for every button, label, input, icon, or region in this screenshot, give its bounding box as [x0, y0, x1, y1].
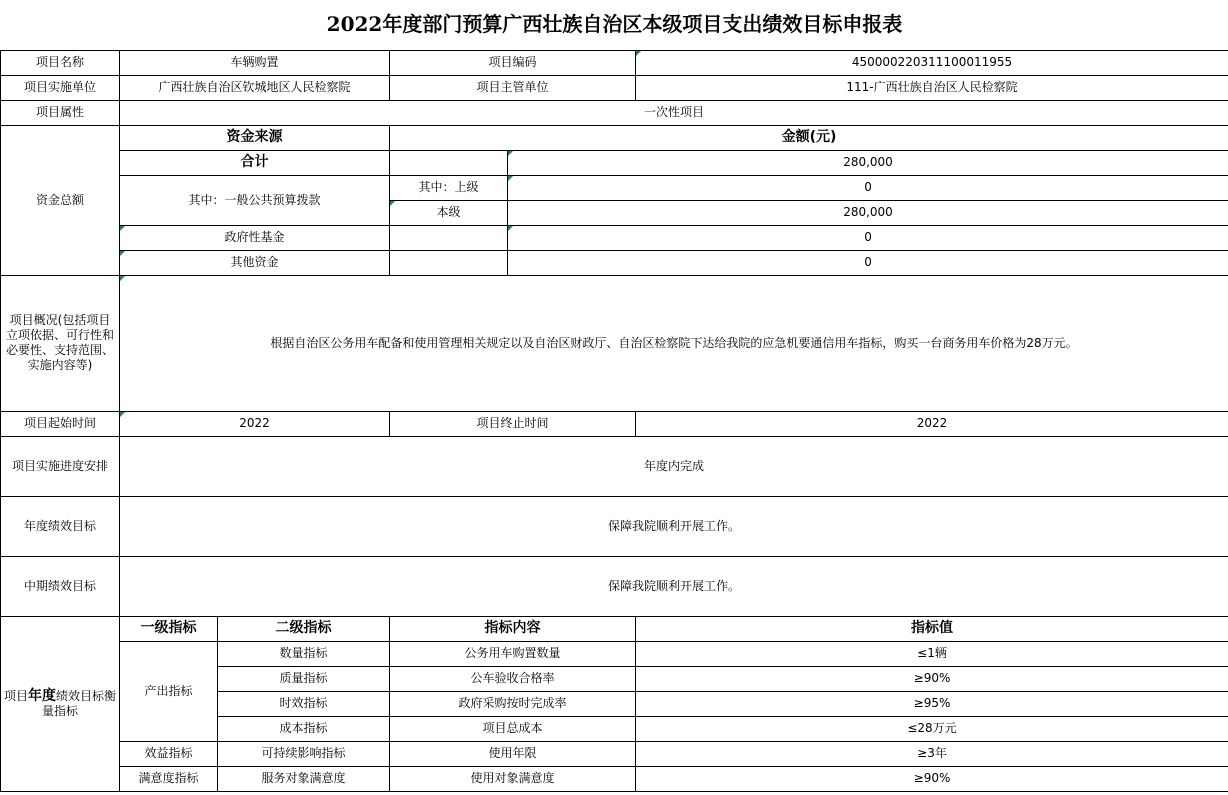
- table-row: [1, 766, 1228, 791]
- label-of-which-upper: 其中：上级: [390, 175, 508, 200]
- start-year-value: 2022: [120, 411, 390, 436]
- indicator-content: 使用对象满意度: [390, 766, 636, 791]
- indicator-value: ≤1辆: [636, 641, 1228, 666]
- indicator-content: 公务用车购置数量: [390, 641, 636, 666]
- label-indicators: [1, 616, 120, 791]
- indicator-value: ≥90%: [636, 766, 1228, 791]
- table-row: [1, 741, 1228, 766]
- end-year-value: 2022: [636, 411, 1228, 436]
- impl-unit-value: 广西壮族自治区钦城地区人民检察院: [120, 75, 390, 100]
- label-sum: 合计: [120, 150, 390, 175]
- label-start-time: 项目起始时间: [1, 411, 120, 436]
- gov-fund-blank: [390, 225, 508, 250]
- sum-blank: [390, 150, 508, 175]
- label-attribute: 项目属性: [1, 100, 120, 125]
- indicators-label-part-b: 年度: [28, 687, 56, 704]
- label-schedule: 项目实施进度安排: [1, 436, 120, 496]
- label-other-fund: 其他资金: [120, 250, 390, 275]
- indicator-value: ≥90%: [636, 666, 1228, 691]
- overview-text: 根据自治区公务用车配备和使用管理相关规定以及自治区财政厅、自治区检察院下达给我院的应急机要通信用车指标，购买一台商务用车价格为28万元。: [120, 275, 1228, 411]
- indicators-header-value: 指标值: [636, 616, 1228, 641]
- indicator-content: 政府采购按时完成率: [390, 691, 636, 716]
- label-end-time: 项目终止时间: [390, 411, 636, 436]
- header-fund-source: 资金来源: [120, 125, 390, 150]
- indicator-value: ≥95%: [636, 691, 1228, 716]
- group-satisfaction: 满意度指标: [120, 766, 218, 791]
- indicator-level2: 成本指标: [218, 716, 390, 741]
- indicators-header-level1: 一级指标: [120, 616, 218, 641]
- label-annual-goal: 年度绩效目标: [1, 496, 120, 556]
- this-level-value: 280,000: [508, 200, 1228, 225]
- indicator-value: ≤28万元: [636, 716, 1228, 741]
- indicator-level2: 服务对象满意度: [218, 766, 390, 791]
- label-funds-total: 资金总额: [1, 125, 120, 275]
- label-supervisor-unit: 项目主管单位: [390, 75, 636, 100]
- attribute-value: 一次性项目: [120, 100, 1228, 125]
- schedule-value: 年度内完成: [120, 436, 1228, 496]
- indicator-level2: 数量指标: [218, 641, 390, 666]
- label-impl-unit: 项目实施单位: [1, 75, 120, 100]
- upper-value: 0: [508, 175, 1228, 200]
- label-project-name: 项目名称: [1, 50, 120, 75]
- label-this-level: 本级: [390, 200, 508, 225]
- midterm-goal-value: 保障我院顺利开展工作。: [120, 556, 1228, 616]
- indicators-header-content: 指标内容: [390, 616, 636, 641]
- indicator-content: 公车验收合格率: [390, 666, 636, 691]
- form-title: 2022年度部门预算广西壮族自治区本级项目支出绩效目标申报表: [1, 0, 1228, 50]
- other-fund-blank: [390, 250, 508, 275]
- indicator-level2: 时效指标: [218, 691, 390, 716]
- indicators-header-level2: 二级指标: [218, 616, 390, 641]
- supervisor-unit-value: 111-广西壮族自治区人民检察院: [636, 75, 1228, 100]
- annual-goal-value: 保障我院顺利开展工作。: [120, 496, 1228, 556]
- label-project-code: 项目编码: [390, 50, 636, 75]
- label-general-budget: 其中：一般公共预算拨款: [120, 175, 390, 225]
- indicators-label-part-c: 绩效目标衡量指标: [41, 688, 117, 718]
- indicator-content: 项目总成本: [390, 716, 636, 741]
- label-gov-fund: 政府性基金: [120, 225, 390, 250]
- indicators-label-part-a: 项目: [3, 688, 28, 703]
- group-benefit: 效益指标: [120, 741, 218, 766]
- indicator-level2: 可持续影响指标: [218, 741, 390, 766]
- group-output: 产出指标: [120, 641, 218, 741]
- project-code-value: 450000220311100011955: [636, 50, 1228, 75]
- indicator-level2: 质量指标: [218, 666, 390, 691]
- gov-fund-value: 0: [508, 225, 1228, 250]
- label-overview: 项目概况(包括项目立项依据、可行性和必要性、支持范围、实施内容等): [1, 275, 120, 411]
- other-fund-value: 0: [508, 250, 1228, 275]
- project-name-value: 车辆购置: [120, 50, 390, 75]
- header-amount: 金额(元): [390, 125, 1228, 150]
- indicator-content: 使用年限: [390, 741, 636, 766]
- label-midterm-goal: 中期绩效目标: [1, 556, 120, 616]
- sum-value: 280,000: [508, 150, 1228, 175]
- table-row: [1, 641, 1228, 666]
- indicator-value: ≥3年: [636, 741, 1228, 766]
